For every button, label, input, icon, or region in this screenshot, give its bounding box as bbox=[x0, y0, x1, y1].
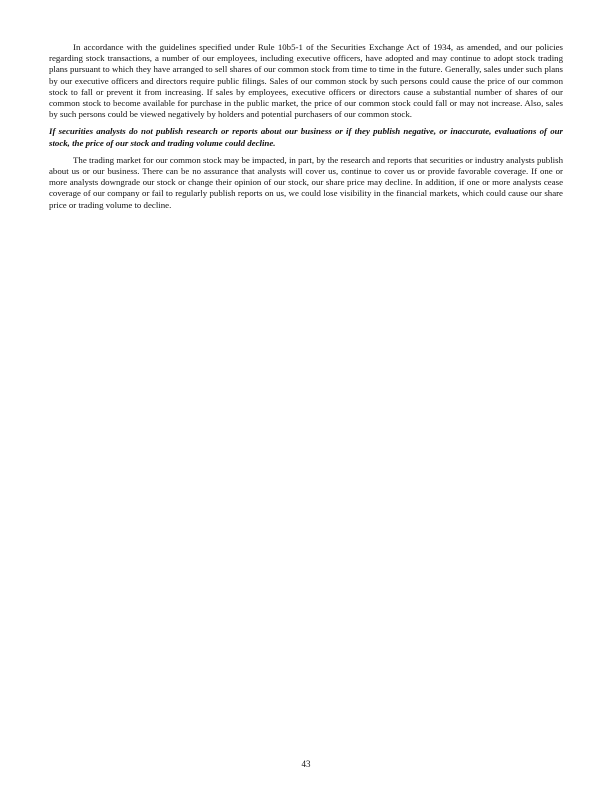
rule-10b5-1-paragraph: In accordance with the guidelines specified under Rule 10b5-1 of the Securities Exchange Act of 1934, as amended, and our policies regarding stock transactions, a number of our employees, including executive officers, have adopted and may continue to adopt stock trading plans pursuant to which they have arranged to sell shares of our common stock from time to time in the future. Generally, sales under such plans by our executive officers and directors require public filings. Sales of our common stock by such persons could cause the price of our common stock to fall or prevent it from increasing. If sales by employees, executive officers or directors cause a substantial number of shares of our common stock to become available for purchase in the public market, the price of our common stock could fall or may not increase. Also, sales by such persons could be viewed negatively by holders and potential purchasers of our common stock. bbox=[49, 42, 563, 120]
page-body bbox=[49, 42, 563, 211]
risk-factor-heading: If securities analysts do not publish research or reports about our business or if they publish negative, or inaccurate, evaluations of our stock, the price of our stock and trading volume could decline. bbox=[49, 126, 563, 148]
page-number: 43 bbox=[301, 759, 311, 769]
analyst-coverage-paragraph: The trading market for our common stock may be impacted, in part, by the research and reports that securities or industry analysts publish about us or our business. There can be no assurance that analysts will cover us, continue to cover us or provide favorable coverage. If one or more analysts downgrade our stock or change their opinion of our stock, our share price may decline. In addition, if one or more analysts cease coverage of our company or fail to regularly publish reports on us, we could lose visibility in the financial markets, which could cause our share price or trading volume to decline. bbox=[49, 154, 563, 210]
